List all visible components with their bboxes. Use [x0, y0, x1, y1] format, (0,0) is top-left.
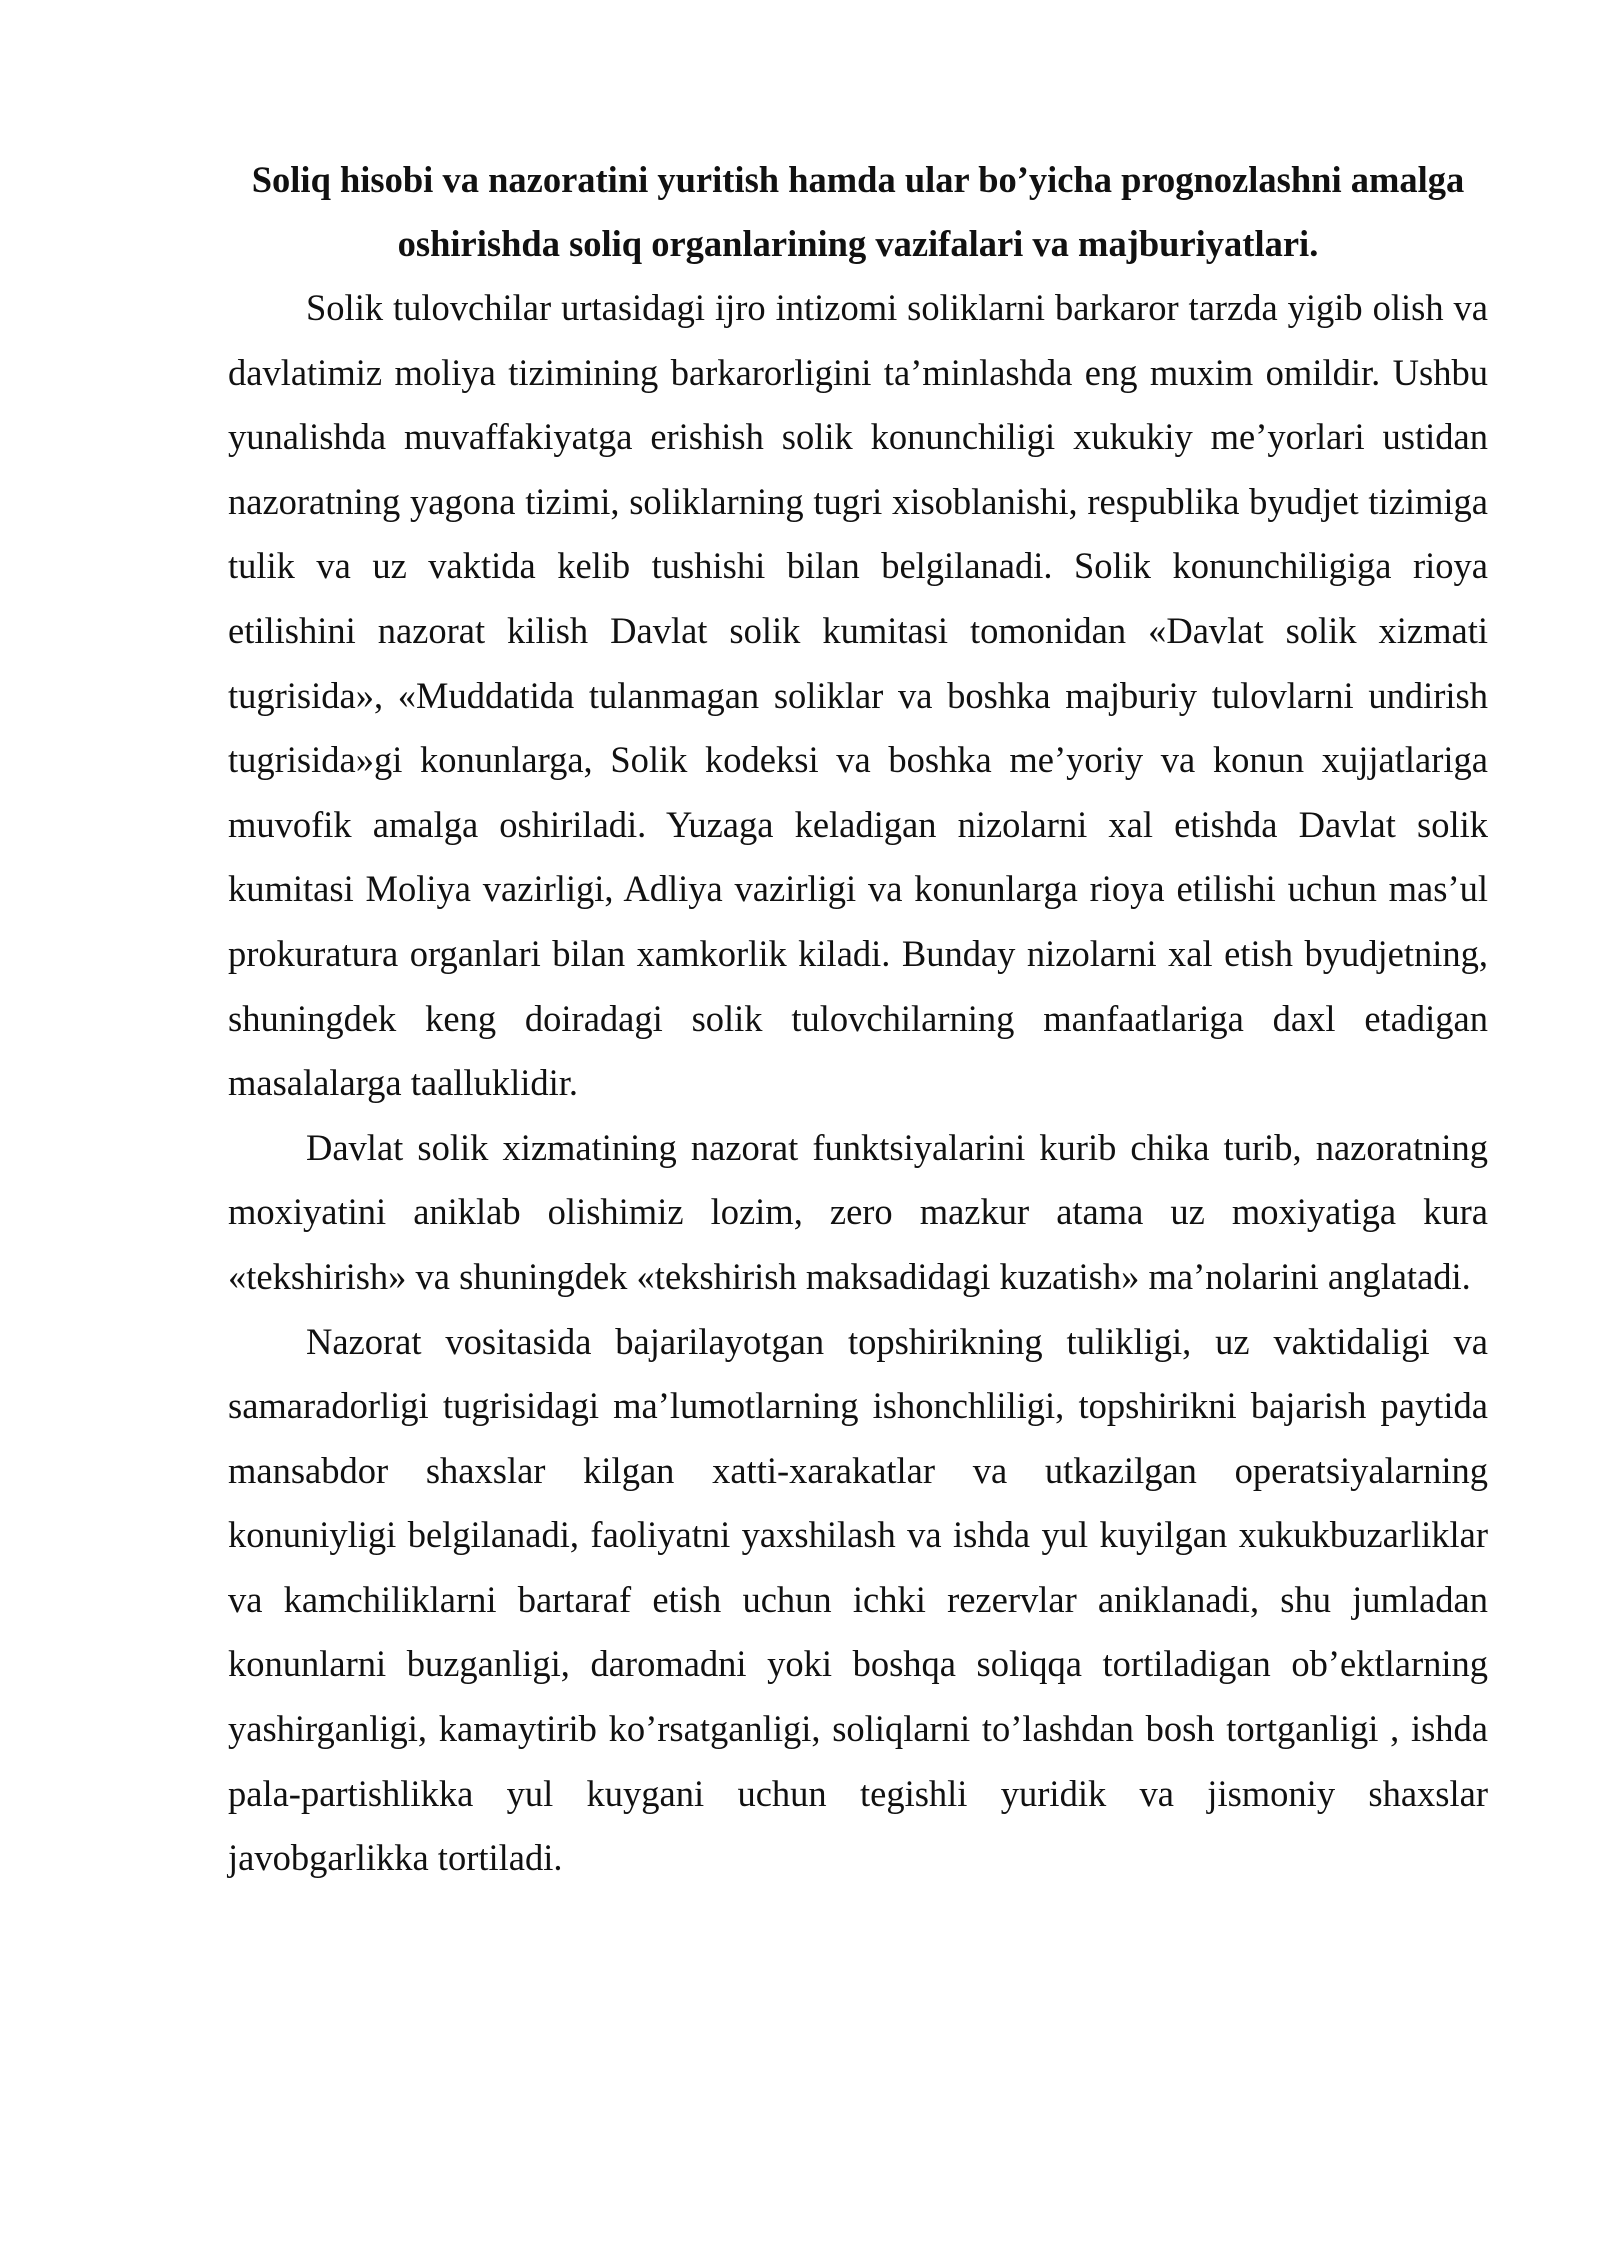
document-page [228, 148, 1488, 1891]
paragraph-3: Nazorat vositasida bajarilayotgan topshirikning tulikligi, uz vaktidaligi va samaradorligi tugrisidagi ma’lumotlarning ishonchliligi, topshirikni bajarish paytida mansabdor shaxslar kilgan xatti-xarakatlar va utkazilgan operatsiyalarning konuniyligi belgilanadi, faoliyatni yaxshilash va ishda yul kuyilgan xukukbuzarliklar va kamchiliklarni bartaraf etish uchun ichki rezervlar aniklanadi, shu jumladan konunlarni buzganligi, daromadni yoki boshqa soliqqa tortiladigan ob’ektlarning yashirganligi, kamaytirib ko’rsatganligi, soliqlarni to’lashdan bosh tortganligi , ishda pala-partishlikka yul kuygani uchun tegishli yuridik va jismoniy shaxslar javobgarlikka tortiladi. [228, 1320, 1488, 1879]
paragraph-1: Solik tulovchilar urtasidagi ijro intizomi soliklarni barkaror tarzda yigib olish va davlatimiz moliya tizimining barkarorligini ta’minlashda eng muxim omildir. Ushbu yunalishda muvaffakiyatga erishish solik konunchiligi xukukiy me’yorlari ustidan nazoratning yagona tizimi, soliklarning tugri xisoblanishi, respublika byudjet tizimiga tulik va uz vaktida kelib tushishi bilan belgilanadi. Solik konunchiligiga rioya etilishini nazorat kilish Davlat solik kumitasi tomonidan «Davlat solik xizmati tugrisida», «Muddatida tulanmagan soliklar va boshka majburiy tulovlarni undirish tugrisida»gi konunlarga, Solik kodeksi va boshka me’yoriy va konun xujjatlariga muvofik amalga oshiriladi. Yuzaga keladigan nizolarni xal etishda Davlat solik kumitasi Moliya vazirligi, Adliya vazirligi va konunlarga rioya etilishi uchun mas’ul prokuratura organlari bilan xamkorlik kiladi. Bunday nizolarni xal etish byudjetning, shuningdek keng doiradagi solik tulovchilarning manfaatlariga daxl etadigan masalalarga taalluklidir. [228, 287, 1488, 1104]
document-title: Soliq hisobi va nazoratini yuritish hamda ular bo’yicha prognozlashni amalga oshirishda soliq organlarining vazifalari va majburiyatlari. [251, 159, 1465, 264]
paragraph-2: Davlat solik xizmatining nazorat funktsiyalarini kurib chika turib, nazoratning moxiyatini aniklab olishimiz lozim, zero mazkur atama uz moxiyatiga kura «tekshirish» va shuningdek «tekshirish maksadidagi kuzatish» ma’nolarini anglatadi. [228, 1126, 1488, 1297]
